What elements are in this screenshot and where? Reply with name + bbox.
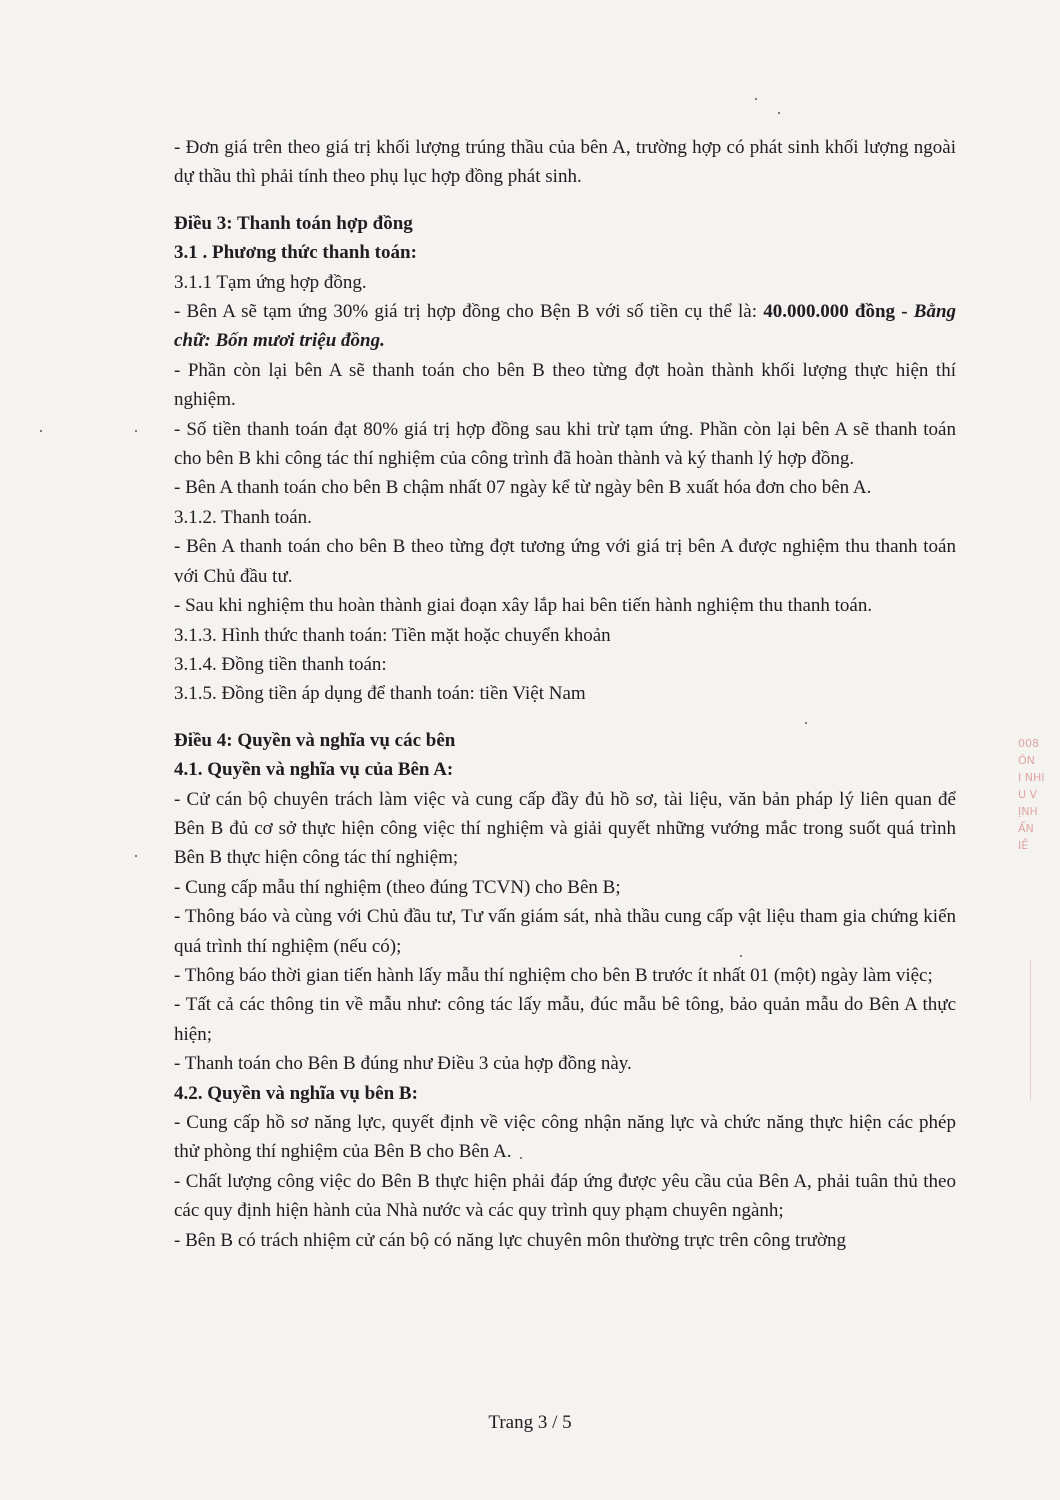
paragraph-4b-3: - Bên B có trách nhiệm cử cán bộ có năng lực chuyên môn thường trực trên công trường [174,1229,847,1251]
stamp-line: I NHI [1018,771,1045,784]
section-4-1-title: 4.1. Quyền và nghĩa vụ của Bên A: [174,759,454,781]
paragraph-4a-5: - Tất cả các thông tin về mẫu như: công tác lấy mẫu, đúc mẫu bê tông, bảo quản mẫu do Bên A thực hiện; [174,994,956,1045]
stamp-line: ỊNH [1018,805,1038,818]
section-3-1-3: 3.1.3. Hình thức thanh toán: Tiền mặt hoặc chuyển khoản [174,624,611,646]
page-number: Trang 3 / 5 [488,1412,572,1433]
intro-paragraph: - Đơn giá trên theo giá trị khối lượng trúng thầu của bên A, trường hợp có phát sinh khối lượng ngoài dự thầu thì phải tính theo phụ lục hợp đồng phát sinh. [174,137,956,188]
scan-speck [805,722,807,724]
paragraph-4a-4: - Thông báo thời gian tiến hành lấy mẫu thí nghiệm cho bên B trước ít nhất 01 (một) ngày làm việc; [174,964,933,986]
section-4-2-title: 4.2. Quyền và nghĩa vụ bên B: [174,1082,418,1104]
stamp-fragment [1018,735,1060,925]
page-body [174,133,956,1255]
paragraph-4b-2: - Chất lượng công việc do Bên B thực hiện phải đáp ứng được yêu cầu của Bên A, phải tuân thủ theo các quy định hiện hành của Nhà nước và các quy trình quy phạm chuyên ngành; [174,1170,956,1222]
paragraph-4a-6: - Thanh toán cho Bên B đúng như Điều 3 của hợp đồng này. [174,1053,632,1075]
paragraph-4a-1: - Cử cán bộ chuyên trách làm việc và cung cấp đầy đủ hồ sơ, tài liệu, văn bản pháp lý liên quan để Bên B đủ cơ sở thực hiện công việc thí nghiệm và giải quyết những vướng mắc trong suốt quá trình Bên B thực hiện công tác thí nghiệm; [174,788,956,869]
scan-speck [135,855,137,857]
advance-in-words: Bằng chữ: Bốn mươi triệu đồng. [174,301,957,352]
paragraph-3a-2: - Số tiền thanh toán đạt 80% giá trị hợp đồng sau khi trừ tạm ứng. Phần còn lại bên A sẽ thanh toán cho bên B khi công tác thí nghiệm của công trình đã hoàn thành và ký thanh lý hợp đồng. [174,418,956,470]
stamp-line: ÔN [1018,754,1035,767]
paragraph-4a-3: - Thông báo và cùng với Chủ đầu tư, Tư vấn giám sát, nhà thầu cung cấp vật liệu tham gia chứng kiến quá trình thí nghiệm (nếu có); [174,906,956,957]
paragraph-4b-1: - Cung cấp hồ sơ năng lực, quyết định về việc công nhận năng lực và chức năng thực hiện các phép thử phòng thí nghiệm của Bên B cho Bên A. [174,1112,956,1163]
section-3-1-2: 3.1.2. Thanh toán. [174,506,312,528]
stamp-line: IỀ [1018,839,1029,852]
stamp-edge-mark [1030,960,1060,1100]
paragraph-3b-1: - Bên A thanh toán cho bên B theo từng đợt tương ứng với giá trị bên A được nghiệm thu thanh toán với Chủ đầu tư. [174,536,956,587]
scan-speck [520,1157,522,1159]
scan-speck [778,112,780,114]
scan-speck [135,430,137,432]
section-3-1-title: 3.1 . Phương thức thanh toán: [174,242,417,264]
scan-speck [40,430,42,432]
stamp-line: ẨN [1018,822,1034,835]
advance-paragraph [174,297,956,356]
article-3-title: Điều 3: Thanh toán hợp đồng [174,212,413,234]
section-3-1-5: 3.1.5. Đồng tiền áp dụng để thanh toán: tiền Việt Nam [174,683,586,705]
advance-amount: 40.000.000 đồng [763,301,896,323]
advance-prefix: - Bên A sẽ tạm ứng 30% giá trị hợp đồng cho Bện B với số tiền cụ thể là: [174,301,764,323]
section-3-1-4: 3.1.4. Đồng tiền thanh toán: [174,653,387,675]
scan-speck [755,98,757,100]
paragraph-3b-2: - Sau khi nghiệm thu hoàn thành giai đoạn xây lắp hai bên tiến hành nghiệm thu thanh toán. [174,595,873,617]
advance-separator: - [895,301,914,323]
stamp-line: U V [1018,788,1038,801]
section-3-1-1: 3.1.1 Tạm ứng hợp đồng. [174,271,367,293]
scan-speck [740,955,742,957]
article-4-title: Điều 4: Quyền và nghĩa vụ các bên [174,729,456,751]
stamp-line: 008 [1018,737,1039,750]
paragraph-3a-3: - Bên A thanh toán cho bên B chậm nhất 07 ngày kể từ ngày bên B xuất hóa đơn cho bên A. [174,477,872,499]
paragraph-4a-2: - Cung cấp mẫu thí nghiệm (theo đúng TCVN) cho Bên B; [174,876,621,898]
paragraph-3a-1: - Phần còn lại bên A sẽ thanh toán cho bên B theo từng đợt hoàn thành khối lượng thực hiện thí nghiệm. [174,359,956,411]
